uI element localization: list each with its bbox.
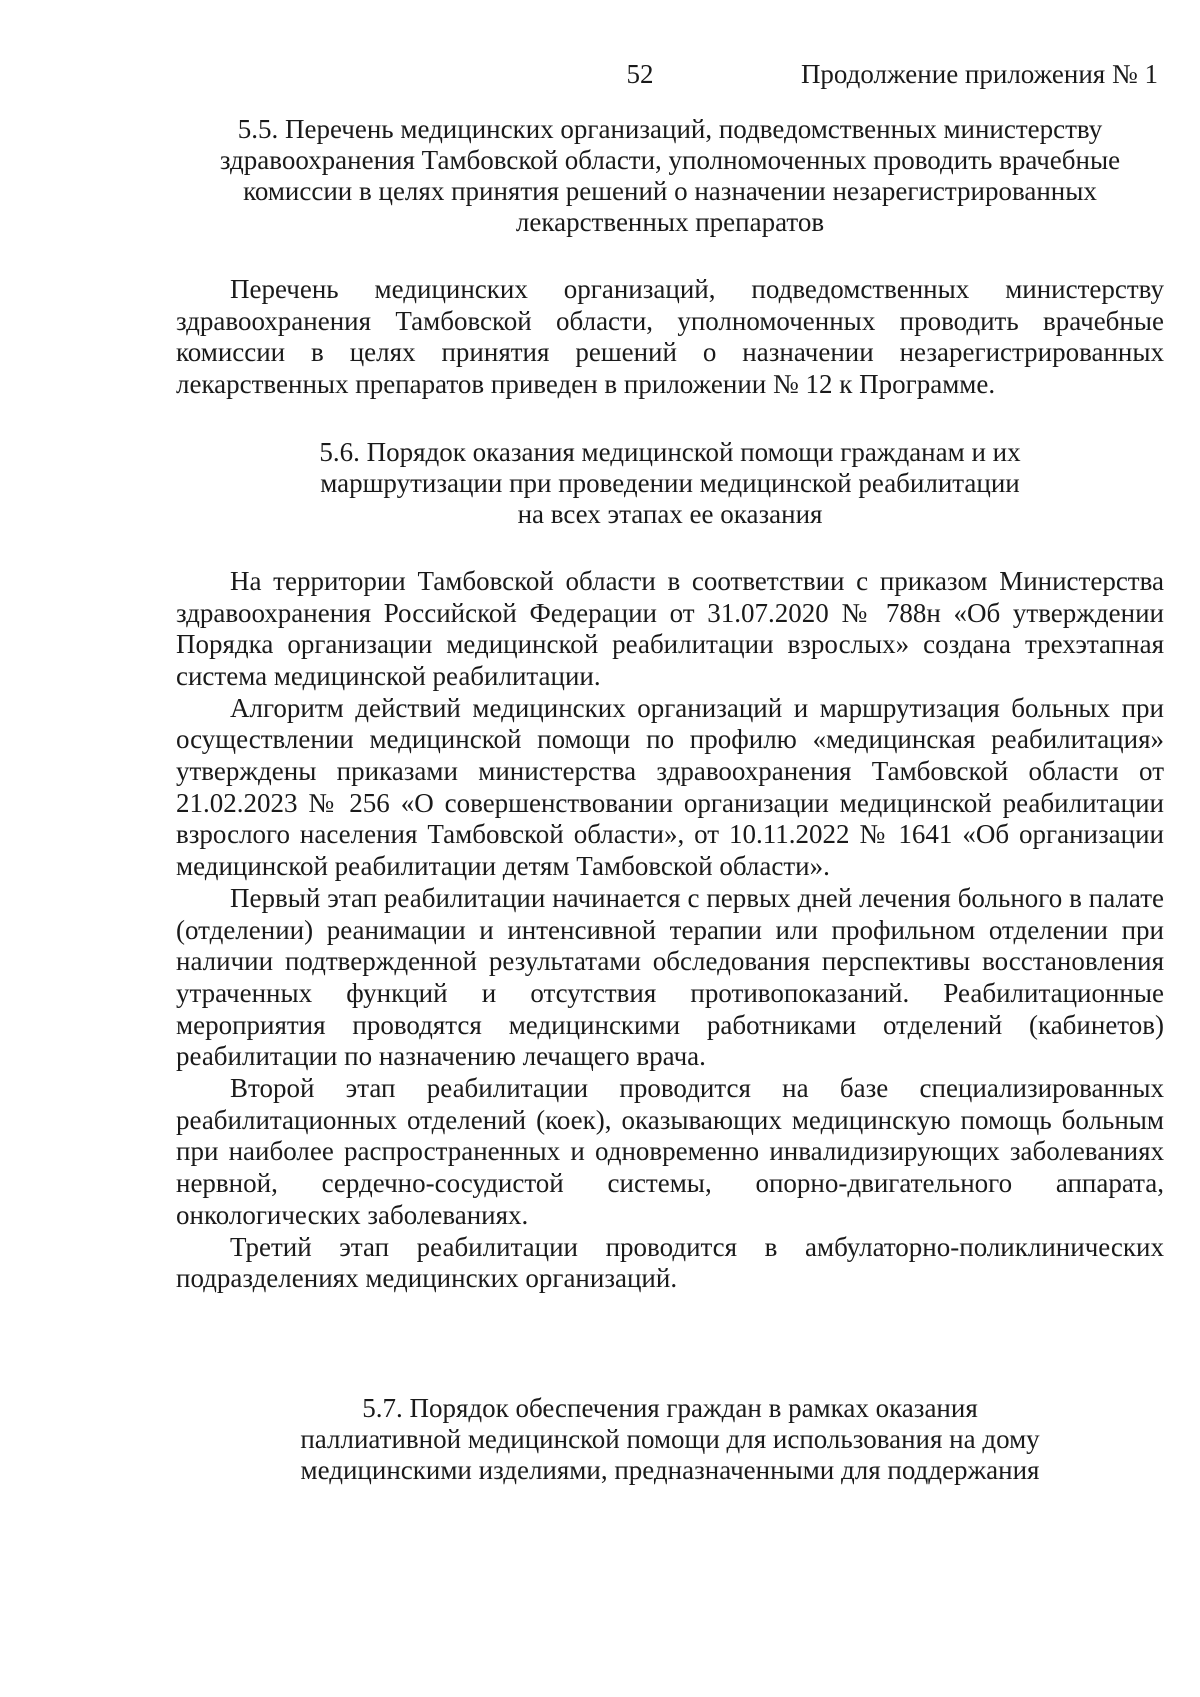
heading-line: 5.6. Порядок оказания медицинской помощи гражданам и их <box>319 436 1021 467</box>
section-5-6-paragraph-third-stage: Третий этап реабилитации проводится в амбулаторно-поликлинических подразделениях медицинских организаций. <box>176 1231 1164 1294</box>
section-5-6-heading <box>176 437 1164 530</box>
heading-line: комиссии в целях принятия решений о назначении незарегистрированных <box>243 176 1097 206</box>
section-5-5-paragraph: Перечень медицинских организаций, подведомственных министерству здравоохранения Тамбовской области, уполномоченных проводить врачебные комиссии в целях принятия решений о назначении незарегистрированных лекарственных препаратов приведен в приложении № 12 к Программе. <box>176 274 1164 400</box>
section-5-5-heading <box>176 114 1164 238</box>
heading-line: 5.5. Перечень медицинских организаций, подведомственных министерству <box>237 114 1103 144</box>
heading-line: 5.7. Порядок обеспечения граждан в рамках оказания <box>362 1392 978 1423</box>
section-5-6-paragraph-legal-basis: На территории Тамбовской области в соответствии с приказом Министерства здравоохранения Российской Федерации от 31.07.2020 № 788н «Об утверждении Порядка организации медицинской реабилитации взрослых» создана трехэтапная система медицинской реабилитации. <box>176 565 1164 691</box>
document-body <box>176 114 1164 1486</box>
heading-line: на всех этапах ее оказания <box>517 498 823 529</box>
section-5-6-paragraph-routing: Алгоритм действий медицинских организаций и маршрутизация больных при осуществлении медицинской помощи по профилю «медицинская реабилитация» утверждены приказами министерства здравоохранения Тамбовской области от 21.02.2023 № 256 «О совершенствовании организации медицинской реабилитации взрослого населения Тамбовской области», от 10.11.2022 № 1641 «Об организации медицинской реабилитации детям Тамбовской области». <box>176 692 1164 882</box>
section-5-6-paragraph-second-stage: Второй этап реабилитации проводится на базе специализированных реабилитационных отделений (коек), оказывающих медицинскую помощь больным при наиболее распространенных и одновременно инвалидизирующих заболеваниях нервной, сердечно-сосудистой системы, опорно-двигательного аппарата, онкологических заболеваниях. <box>176 1073 1164 1230</box>
heading-line: паллиативной медицинской помощи для использования на дому <box>300 1423 1040 1454</box>
section-5-6-paragraph-first-stage: Первый этап реабилитации начинается с первых дней лечения больного в палате (отделении) реанимации и интенсивной терапии или профильном отделении при наличии подтвержденной результатами обследования перспективы восстановления утраченных функций и отсутствия противопоказаний. Реабилитационные мероприятия проводятся медицинскими работниками отделений (кабинетов) реабилитации по назначению лечащего врача. <box>176 882 1164 1072</box>
heading-line: медицинскими изделиями, предназначенными для поддержания <box>300 1454 1040 1485</box>
page-number: 52 <box>626 59 654 89</box>
heading-line: лекарственных препаратов <box>515 207 825 237</box>
heading-line: здравоохранения Тамбовской области, уполномоченных проводить врачебные <box>219 145 1121 175</box>
appendix-continuation-label: Продолжение приложения № 1 <box>800 59 1158 89</box>
section-5-7-heading <box>176 1393 1164 1486</box>
heading-line: маршрутизации при проведении медицинской реабилитации <box>320 467 1020 498</box>
